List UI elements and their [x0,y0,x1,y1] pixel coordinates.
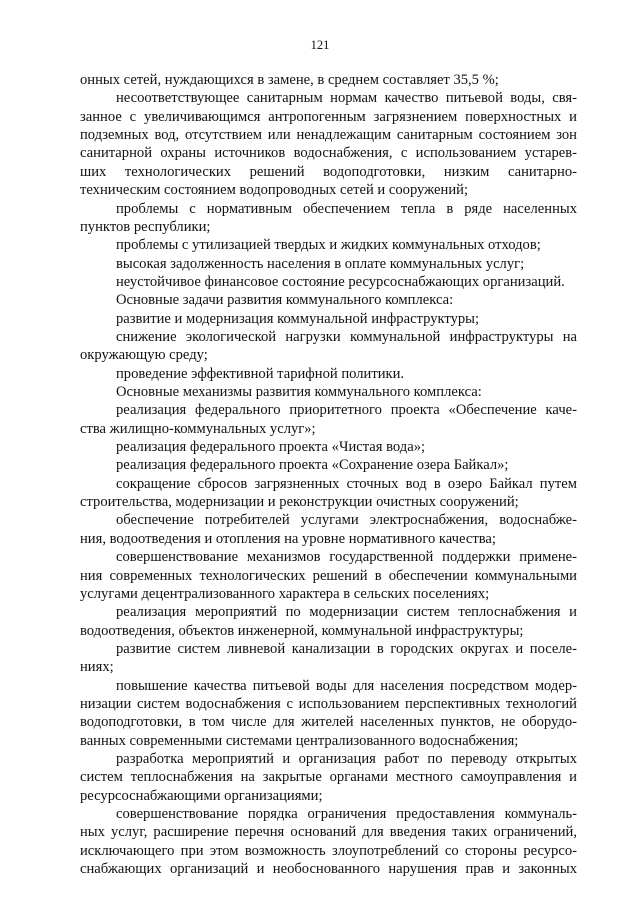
text-line: систем теплоснабжения на закрытые органами местного самоуправления и [80,769,577,786]
text-line: ших технологических решений водоподготовки, низким санитарно- [80,163,577,180]
text-line: реализация федерального приоритетного проекта «Обеспечение каче- [116,402,577,419]
text-line: исключающего при этом возможность злоупотреблений со стороны ресурсо- [80,842,577,859]
text-line: проведение эффективной тарифной политики. [116,365,405,382]
text-line: санитарной охраны источников водоснабжения, с использованием устарев- [80,145,577,162]
text-line: пунктов республики; [80,218,211,235]
text-line: неустойчивое финансовое состояние ресурсоснабжающих организаций. [116,273,565,290]
text-line: ния, водоотведения и отопления на уровне нормативного качества; [80,530,496,547]
text-line: ния современных технологических решений в обеспечении коммунальными [80,567,577,584]
text-line: онных сетей, нуждающихся в замене, в среднем составляет 35,5 %; [80,72,499,88]
text-line: водоотведения, объектов инженерной, коммунальной инфраструктуры; [80,622,524,639]
text-line: Основные механизмы развития коммунального комплекса: [116,384,482,400]
text-line: обеспечение потребителей услугами электроснабжения, водоснабже- [116,512,577,529]
text-line: Основные задачи развития коммунального комплекса: [116,292,454,309]
text-line: ниях; [80,659,114,676]
text-line: ресурсоснабжающими организациями; [80,787,323,804]
text-line: услугами децентрализованного характера в сельских поселениях; [80,585,490,602]
text-line: совершенствование порядка ограничения предоставления коммуналь- [116,806,577,822]
text-line: развитие и модернизация коммунальной инфраструктуры; [116,310,480,327]
text-line: реализация федерального проекта «Чистая вода»; [116,439,426,455]
text-line: строительства, модернизации и реконструкции очистных сооружений; [80,494,519,511]
text-line: снижение экологической нагрузки коммунальной инфраструктуры на [116,328,577,345]
text-line: ных услуг, расширение перечня оснований для введения таких ограничений, [80,824,577,841]
text-line: сокращение сбросов загрязненных сточных вод в озеро Байкал путем [116,475,577,492]
text-line: ства жилищно-коммунальных услуг»; [80,420,316,437]
text-line: проблемы с нормативным обеспечением тепла в ряде населенных [116,200,577,217]
text-line: техническим состоянием водопроводных сетей и сооружений; [80,182,469,199]
text-line: окружающую среду; [80,347,208,364]
text-line: повышение качества питьевой воды для населения посредством модер- [116,677,577,694]
text-line: низации систем водоснабжения с использованием перспективных технологий [80,695,577,712]
text-line: водоподготовки, в том числе для жителей населенных пунктов, не оборудо- [80,714,577,731]
text-line: несоответствующее санитарным нормам качество питьевой воды, свя- [116,90,577,107]
text-line: реализация мероприятий по модернизации систем теплоснабжения и [116,604,577,621]
page-number: 121 [310,38,330,52]
text-line: высокая задолженность населения в оплате коммунальных услуг; [116,255,525,272]
text-line: проблемы с утилизацией твердых и жидких коммунальных отходов; [116,237,541,254]
text-line: снабжающих организаций и необоснованного нарушения прав и законных [80,861,577,878]
text-line: подземных вод, отсутствием или ненадлежащим санитарным состоянием зон [80,127,577,144]
text-line: реализация федерального проекта «Сохранение озера Байкал»; [116,457,509,474]
text-line: развитие систем ливневой канализации в городских округах и поселе- [116,640,577,657]
text-line: занное с увеличивающимся антропогенным загрязнением поверхностных и [80,108,577,125]
text-line: ванных современными системами централизованного водоснабжения; [80,732,519,749]
text-line: разработка мероприятий и организация работ по переводу открытых [116,751,577,767]
text-line: совершенствование механизмов государственной поддержки примене- [116,549,577,566]
